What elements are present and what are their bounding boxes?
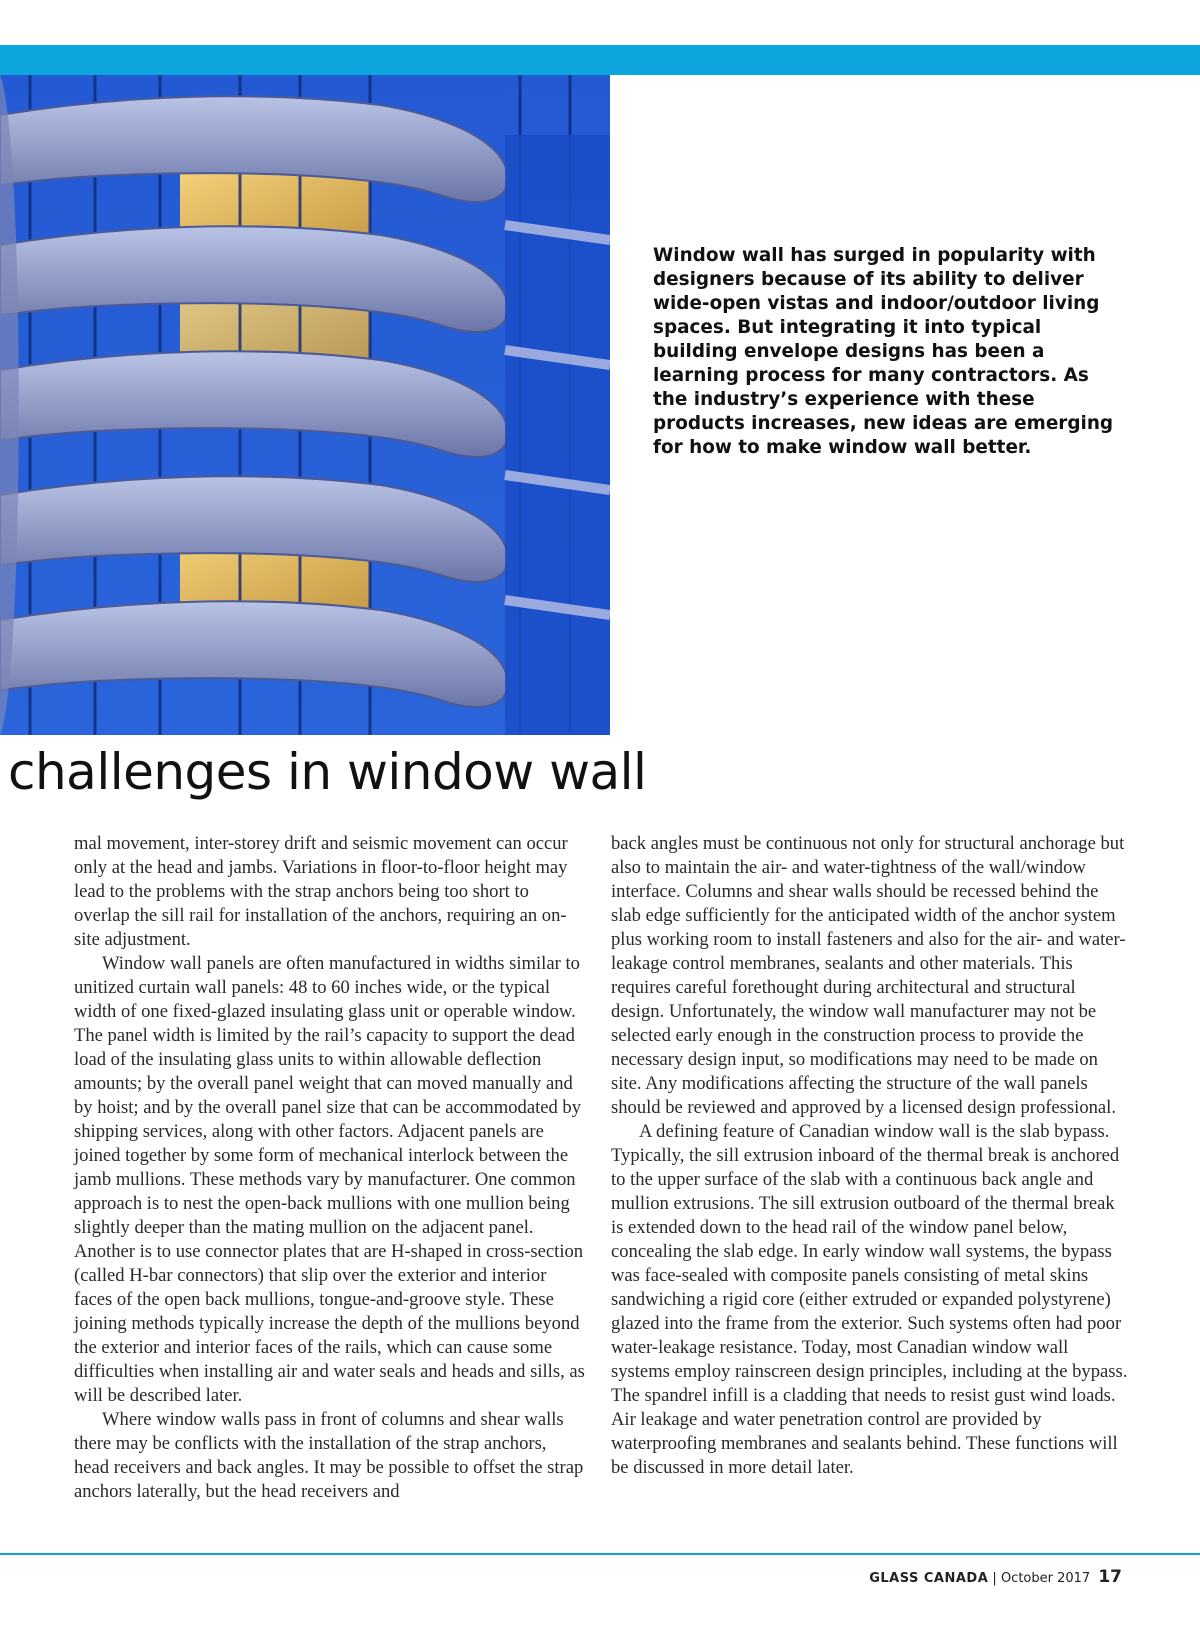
left-text-column xyxy=(74,832,586,1504)
body-paragraph: back angles must be continuous not only for structural anchorage but also to maintain the air- and water-tightness of the wall/window interface. Columns and shear walls should be recessed behind the slab edge sufficiently for the anticipated width of the anchor system plus working room to install fasteners and also for the air- and water-leakage control membranes, sealants and other materials. This requires careful forethought during architectural and structural design. Unfortunately, the window wall manufacturer may not be selected early enough in the construction process to provide the necessary design input, so modifications may need to be made on site. Any modifications affecting the structure of the wall panels should be reviewed and approved by a licensed design professional. xyxy=(611,833,1126,1118)
body-paragraph: Window wall panels are often manufactured in widths similar to unitized curtain wall panels: 48 to 60 inches wide, or the typical width of one fixed-glazed insulating glass unit or operable window. The panel width is limited by the rail’s capacity to support the dead load of the insulating glass units to within allowable deflection amounts; by the overall panel weight that can moved manually and by hoist; and by the overall panel size that can be accommodated by shipping services, along with other factors. Adjacent panels are joined together by some form of mechanical interlock between the jamb mullions. These methods vary by manufacturer. One common approach is to nest the open-back mullions with one mullion being slightly deeper than the mating mullion on the adjacent panel. Another is to use connector plates that are H-shaped in cross-section (called H-bar connectors) that slip over the exterior and interior faces of the open back mullions, tongue-and-groove style. These joining methods typically increase the depth of the mullions beyond the exterior and interior faces of the rails, which can cause some difficulties when installing air and water seals and heads and sills, as will be described later. xyxy=(74,953,585,1406)
top-accent-bar xyxy=(0,45,1200,75)
article-deck: Window wall has surged in popularity with designers because of its ability to deliver wide-open vistas and indoor/outdoor living spaces. But integrating it into typical building envelope designs has been a learning process for many contractors. As the industry’s experience with these products increases, new ideas are emerging for how to make window wall better. xyxy=(653,245,1114,458)
body-paragraph: mal movement, inter-storey drift and seismic movement can occur only at the head and jambs. Variations in floor-to-floor height may lead to the problems with the strap anchors being too short to overlap the sill rail for installation of the anchors, requiring an on-site adjustment. xyxy=(74,833,568,950)
building-photo xyxy=(0,75,610,735)
article-headline: challenges in window wall xyxy=(8,743,647,801)
footer-rule xyxy=(0,1553,1200,1555)
curved-balcony-building-icon xyxy=(0,75,610,735)
body-paragraph: A defining feature of Canadian window wall is the slab bypass. Typically, the sill extrusion inboard of the thermal break is anchored to the upper surface of the slab with a continuous back angle and mullion extrusions. The sill extrusion outboard of the thermal break is extended down to the head rail of the window panel below, concealing the slab edge. In early window wall systems, the bypass was face-sealed with composite panels consisting of metal skins sandwiching a rigid core (either extruded or expanded polystyrene) glazed into the frame from the exterior. Such systems often had poor water-leakage resistance. Today, most Canadian window wall systems employ rainscreen design principles, including at the bypass. The spandrel infill is a cladding that needs to resist gust wind loads. Air leakage and water penetration control are provided by waterproofing membranes and sealants behind. These functions will be discussed in more detail later. xyxy=(611,1121,1128,1478)
footer-separator: | xyxy=(992,1571,997,1586)
magazine-name: GLASS CANADA xyxy=(869,1571,989,1586)
page-footer xyxy=(869,1567,1122,1587)
issue-date: October 2017 xyxy=(1000,1571,1091,1586)
right-text-column xyxy=(611,832,1131,1480)
page-number: 17 xyxy=(1098,1567,1122,1587)
body-paragraph: Where window walls pass in front of columns and shear walls there may be conflicts with the installation of the strap anchors, head receivers and back angles. It may be possible to offset the strap anchors laterally, but the head receivers and xyxy=(74,1409,584,1502)
